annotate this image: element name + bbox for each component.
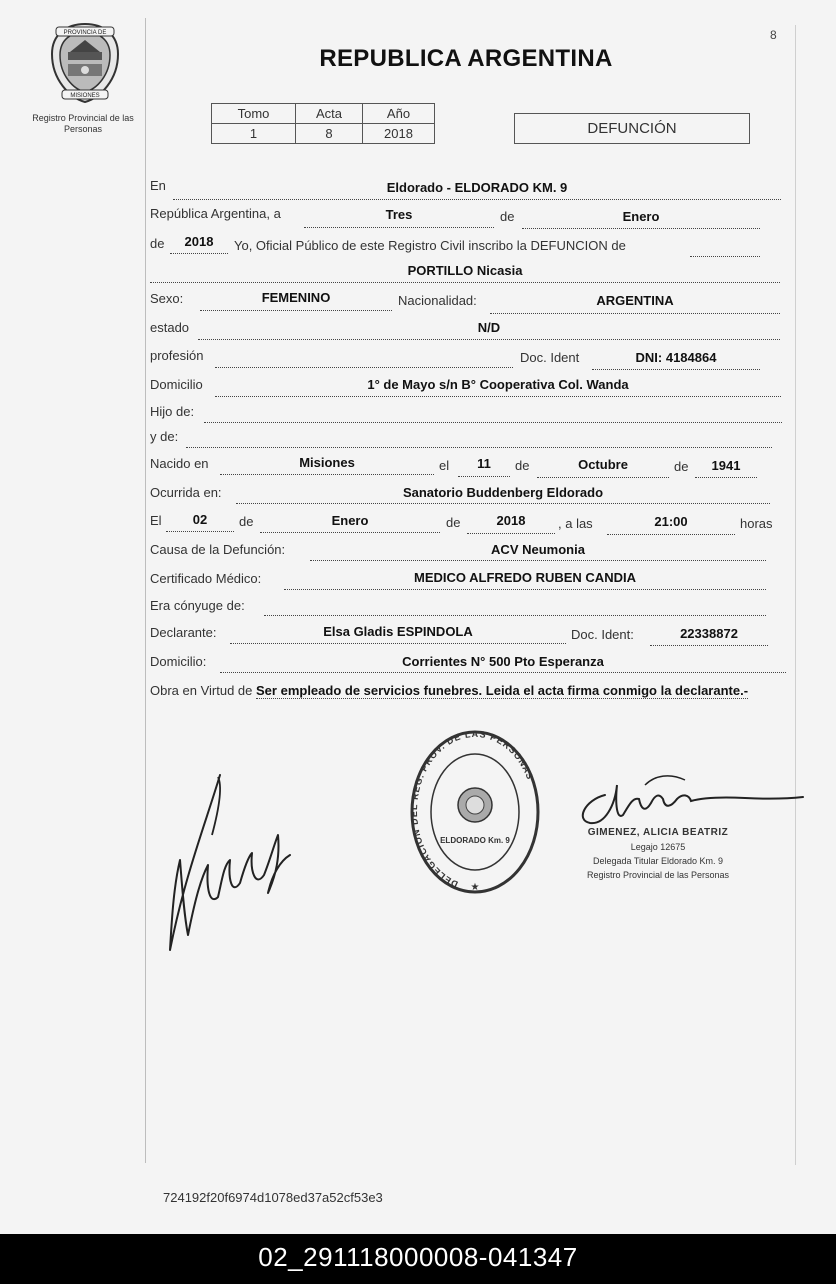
label-declarante: Declarante: — [150, 625, 217, 640]
agency-name: Registro Provincial de las Personas — [32, 113, 134, 134]
field-nac-dia: 11 — [477, 456, 491, 471]
field-doc: DNI: 4184864 — [635, 350, 717, 365]
label-republica: República Argentina, a — [150, 206, 281, 221]
seal-ring-text: DELEGACION DEL REG. PROV. DE LAS PERSONAS — [408, 728, 536, 890]
field-nombre: PORTILLO Nicasia — [407, 263, 523, 278]
field-ocurrida-en: Sanatorio Buddenberg Eldorado — [402, 485, 604, 500]
label-nacido-en: Nacido en — [150, 456, 209, 471]
official-name: GIMENEZ, ALICIA BEATRIZ — [587, 827, 729, 838]
label-en: En — [150, 178, 166, 193]
label-conyuge: Era cónyuge de: — [150, 598, 245, 613]
province-crest-icon — [48, 22, 122, 104]
field-nacionalidad: ARGENTINA — [596, 293, 674, 308]
field-line — [592, 369, 760, 370]
field-line — [220, 672, 786, 673]
field-line — [458, 476, 510, 477]
field-line — [690, 256, 760, 257]
field-def-dia: 02 — [192, 512, 208, 527]
label-causa: Causa de la Defunción: — [150, 542, 286, 557]
crest-top-text: PROVINCIA DE — [63, 30, 107, 36]
label-sexo: Sexo: — [150, 291, 184, 306]
label-domicilio2: Domicilio: — [150, 654, 207, 669]
page-number: 8 — [770, 28, 777, 42]
field-line — [186, 447, 772, 448]
field-line — [220, 474, 434, 475]
label-el: el — [439, 458, 450, 473]
field-declarante-doc: 22338872 — [680, 626, 738, 641]
field-nac-mes: Octubre — [578, 457, 628, 472]
left-margin-rule — [145, 18, 146, 1163]
label-de: de — [500, 209, 515, 224]
field-line — [490, 313, 780, 314]
seal-center-text: ELDORADO Km. 9 — [440, 836, 510, 845]
field-estado: N/D — [477, 320, 501, 335]
field-line — [522, 228, 760, 229]
label-obra: Obra en Virtud de — [150, 683, 253, 698]
field-certificado: MEDICO ALFREDO RUBEN CANDIA — [414, 570, 636, 585]
label-estado: estado — [150, 320, 190, 335]
field-line — [198, 339, 780, 340]
field-mes: Enero — [622, 209, 660, 224]
field-line — [173, 199, 781, 200]
field-def-hora: 21:00 — [654, 514, 688, 529]
field-lugar: Eldorado - ELDORADO KM. 9 — [386, 180, 568, 195]
field-anio: 2018 — [184, 234, 214, 249]
official-signature-icon — [555, 765, 805, 835]
official-registro: Registro Provincial de las Personas — [586, 870, 730, 880]
anio-value: 2018 — [363, 124, 435, 144]
field-line — [695, 477, 757, 478]
field-line — [264, 615, 766, 616]
acta-header: Acta — [296, 104, 363, 124]
field-line — [310, 560, 766, 561]
label-de2: de — [150, 236, 165, 251]
official-signature-block — [553, 826, 763, 882]
field-causa: ACV Neumonia — [491, 542, 585, 557]
field-line — [150, 282, 780, 283]
tomo-value: 1 — [212, 124, 296, 144]
field-declarante-domicilio: Corrientes N° 500 Pto Esperanza — [402, 654, 604, 669]
label-domicilio: Domicilio — [150, 377, 203, 392]
tomo-header: Tomo — [212, 104, 296, 124]
label-certificado: Certificado Médico: — [150, 571, 262, 586]
footer-code: 02_291118000008-041347 — [0, 1234, 836, 1284]
label-a-las: , a las — [558, 516, 593, 531]
field-declarante: Elsa Gladis ESPINDOLA — [323, 624, 473, 639]
field-line — [304, 227, 494, 228]
label-yo: Yo, Oficial Público de este Registro Civil inscribo la DEFUNCION de — [234, 238, 626, 253]
field-line — [537, 477, 669, 478]
field-line — [204, 422, 782, 423]
label-doc-ident: Doc. Ident — [520, 350, 580, 365]
field-line — [236, 503, 770, 504]
svg-text:★: ★ — [470, 882, 480, 893]
field-line — [230, 643, 566, 644]
crest-bottom-text: MISIONES — [70, 93, 100, 99]
field-line — [650, 645, 768, 646]
field-nac-anio: 1941 — [711, 458, 741, 473]
field-domicilio: 1° de Mayo s/n B° Cooperativa Col. Wanda — [367, 377, 629, 392]
field-line — [170, 253, 228, 254]
field-line — [607, 534, 735, 535]
field-def-anio: 2018 — [496, 513, 526, 528]
label-y-de: y de: — [150, 429, 179, 444]
field-nacido-en: Misiones — [299, 455, 355, 470]
field-def-mes: Enero — [331, 513, 369, 528]
field-obra-texto: Ser empleado de servicios funebres. Leida el acta firma conmigo la declarante.- — [256, 683, 749, 698]
field-line — [200, 310, 392, 311]
label-hijo-de: Hijo de: — [150, 404, 195, 419]
label-doc-ident2: Doc. Ident: — [571, 627, 634, 642]
record-type-box: DEFUNCIÓN — [514, 113, 750, 144]
declarant-signature-icon — [160, 765, 300, 960]
label-ocurrida-en: Ocurrida en: — [150, 485, 222, 500]
label-horas: horas — [740, 516, 773, 531]
document-title: REPUBLICA ARGENTINA — [319, 45, 613, 72]
official-cargo: Delegada Titular Eldorado Km. 9 — [592, 856, 724, 866]
label-de-c: de — [239, 514, 254, 529]
field-line — [166, 531, 234, 532]
official-seal-icon — [405, 725, 545, 900]
label-de-b: de — [674, 459, 689, 474]
label-el2: El — [150, 513, 162, 528]
obra-paragraph — [150, 681, 786, 700]
field-line — [467, 533, 555, 534]
field-line — [260, 532, 440, 533]
field-line — [284, 589, 766, 590]
document-hash: 724192f20f6974d1078ed37a52cf53e3 — [163, 1190, 383, 1205]
field-dia: Tres — [385, 207, 413, 222]
right-margin-rule — [795, 25, 796, 1165]
acta-value: 8 — [296, 124, 363, 144]
label-de-a: de — [515, 458, 530, 473]
record-table — [211, 103, 435, 144]
anio-header: Año — [363, 104, 435, 124]
field-sexo: FEMENINO — [261, 290, 331, 305]
label-de-d: de — [446, 515, 461, 530]
field-line — [215, 396, 781, 397]
label-nacionalidad: Nacionalidad: — [398, 293, 477, 308]
label-profesion: profesión — [150, 348, 204, 363]
official-legajo: Legajo 12675 — [630, 842, 686, 852]
field-line — [215, 367, 513, 368]
